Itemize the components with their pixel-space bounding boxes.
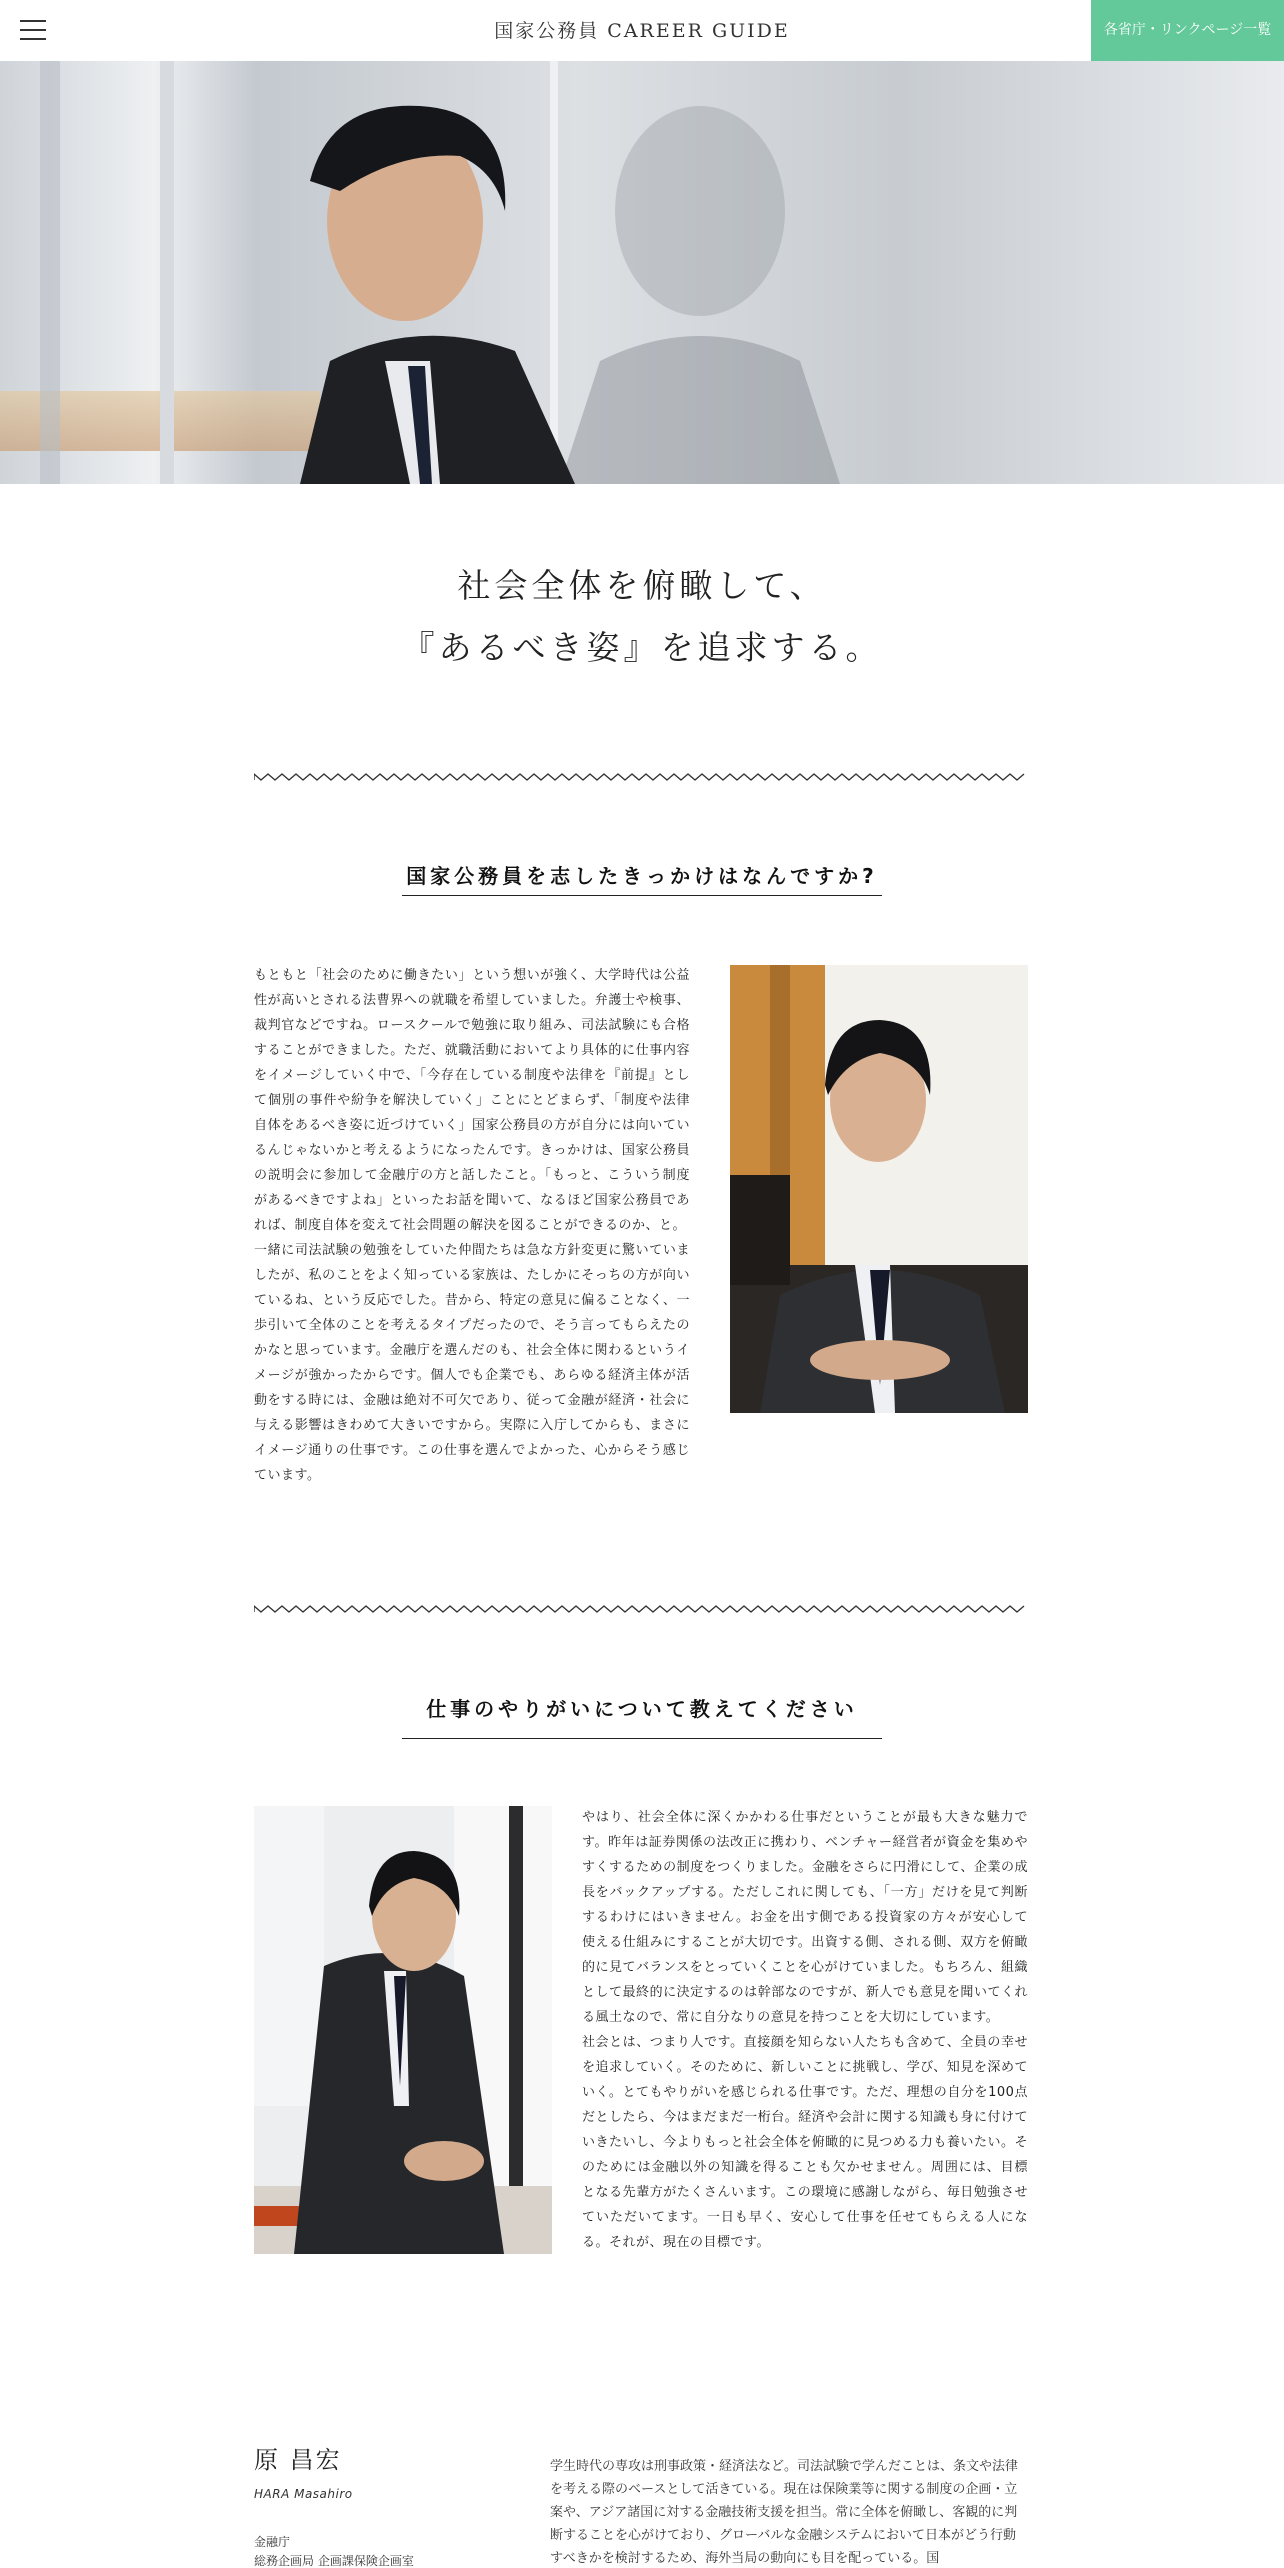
interview-photo-seated xyxy=(254,1806,552,2254)
q2-paragraph: やはり、社会全体に深くかかわる仕事だということが最も大きな魅力です。昨年は証券関係の法改正に携わり、ベンチャー経営者が資金を集めやすくするための制度をつくりました。金融をさらに円滑にして、企業の成長をバックアップする。ただしこれに関しても、「一方」だけを見て判断するわけにはいきません。お金を出す側である投資家の方々が安心して使える仕組みにすることが大切です。出資する側、される側、双方を俯瞰的に見てバランスをとっていくことを心がけていました。もちろん、組織として最終的に決定するのは幹部なのですが、新人でも意見を聞いてくれる風土なので、常に自分なりの意見を持つことを大切にしています。 xyxy=(582,1810,1028,2025)
hero-man-portrait-image xyxy=(0,61,1284,484)
q2-answer xyxy=(582,1805,1028,2255)
profile-name: 原 昌宏 xyxy=(254,2446,342,2474)
profile-organization xyxy=(254,2533,414,2568)
q1-answer xyxy=(254,963,690,1488)
q1-heading: 国家公務員を志したきっかけはなんですか? xyxy=(0,860,1284,896)
q1-paragraph: 一緒に司法試験の勉強をしていた仲間たちは急な方針変更に驚いていましたが、私のことをよく知っている家族は、たしかにそっちの方が向いているね、という反応でした。昔から、特定の意見に偏ることなく、一歩引いて全体のことを考えるタイプだったので、そう言ってもらえたのかなと思っています。金融庁を選んだのも、社会全体に関わるというイメージが強かったからです。個人でも企業でも、あらゆる経済主体が活動をする時には、金融は絶対不可欠であり、従って金融が経済・社会に与える影響はきわめて大きいですから。実際に入庁してからも、まさにイメージ通りの仕事です。この仕事を選んでよかった、心からそう感じています。 xyxy=(254,1243,690,1483)
hero-photo xyxy=(0,61,1284,484)
q2-heading: 仕事のやりがいについて教えてください xyxy=(0,1693,1284,1739)
profile-name-roman: HARA Masahiro xyxy=(254,2487,353,2501)
profile-org-line: 金融庁 xyxy=(254,2535,291,2549)
q2-paragraph: 社会とは、つまり人です。直接顔を知らない人たちも含めて、全員の幸せを追求していく。そのために、新しいことに挑戦し、学び、知見を深めていく。とてもやりがいを感じられる仕事です。ただ、理想の自分を100点だとしたら、今はまだまだ一桁台。経済や会計に関する知識も身に付けていきたいし、今よりもっと社会全体を俯瞰的に見つめる力も養いたい。そのためには金融以外の知識を得ることも欠かせません。周囲には、目標となる先輩方がたくさんいます。この環境に感謝しながら、毎日勉強させていただいてます。一日も早く、安心して仕事を任せてもらえる人になる。それが、現在の目標です。 xyxy=(582,2035,1028,2250)
profile-bio: 学生時代の専攻は刑事政策・経済法など。司法試験で学んだことは、条文や法律を考える際のベースとして活きている。現在は保険業等に関する制度の企画・立案や、アジア諸国に対する金融技術支援を担当。常に全体を俯瞰し、客観的に判断することを心がけており、グローバルな金融システムにおいて日本がどう行動すべきかを検討するため、海外当局の動向にも目を配っている。国 xyxy=(550,2459,1019,2566)
wave-divider xyxy=(254,1602,1030,1616)
interview-photo-desk xyxy=(730,965,1028,1413)
site-title[interactable]: 国家公務員 CAREER GUIDE xyxy=(494,20,790,42)
wave-divider xyxy=(254,770,1030,784)
catch-copy-line1: 社会全体を俯瞰して、 xyxy=(457,566,827,605)
ministry-links-button[interactable]: 各省庁・リンクページ一覧 xyxy=(1091,0,1284,61)
site-header xyxy=(0,0,1284,61)
q1-paragraph: もともと「社会のために働きたい」という想いが強く、大学時代は公益性が高いとされる法曹界への就職を希望していました。弁護士や検事、裁判官などですね。ロースクールで勉強に取り組み、司法試験にも合格することができました。ただ、就職活動においてより具体的に仕事内容をイメージしていく中で、「今存在している制度や法律を『前提』として個別の事件や紛争を解決していく」ことにとどまらず、「制度や法律自体をあるべき姿に近づけていく」国家公務員の方が自分には向いているんじゃないかと考えるようになったんです。きっかけは、国家公務員の説明会に参加して金融庁の方と話したこと。「もっと、こういう制度があるべきですよね」といったお話を聞いて、なるほど国家公務員であれば、制度自体を変えて社会問題の解決を図ることができるのか、と。 xyxy=(254,968,690,1233)
catch-copy-line2: 『あるべき姿』を追求する。 xyxy=(401,628,883,667)
profile-org-line: 総務企画局 企画課保険企画室 xyxy=(254,2554,414,2568)
